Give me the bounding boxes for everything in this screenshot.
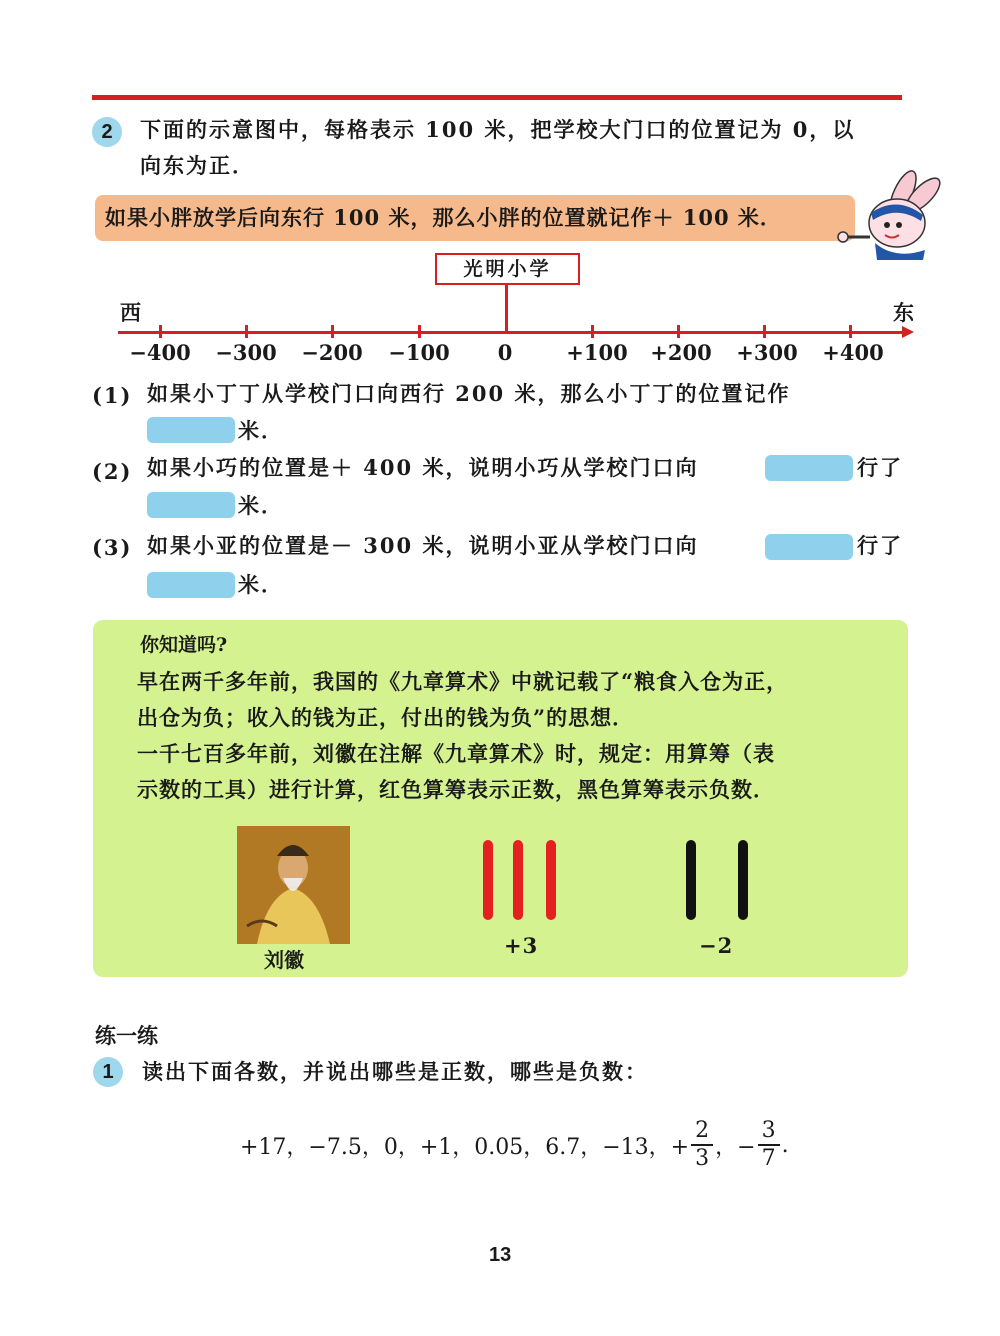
- tick-label: −100: [388, 340, 450, 365]
- subquestion-2-unit: 米．: [238, 493, 284, 518]
- fraction-three-sevenths: [758, 1118, 780, 1172]
- subquestion-3-label: (3): [92, 535, 133, 560]
- school-pointer: [505, 285, 508, 331]
- subquestion-2-suffix: 行了: [857, 455, 903, 480]
- school-label: 光明小学: [435, 253, 580, 285]
- tick-mark: [331, 325, 334, 338]
- answer-blank[interactable]: [765, 534, 853, 560]
- subquestion-1-unit: 米．: [238, 418, 284, 443]
- top-rule: [92, 95, 902, 100]
- subquestion-3-suffix: 行了: [857, 533, 903, 558]
- did-you-know-line: 早在两千多年前，我国的《九章算术》中就记载了“粮食入仓为正，: [137, 669, 789, 694]
- number-list-end: .: [781, 1132, 789, 1158]
- fraction-two-thirds: [691, 1118, 713, 1172]
- fraction-denominator: 7: [761, 1146, 776, 1171]
- did-you-know-title: 你知道吗?: [140, 634, 228, 656]
- liu-hui-portrait: [237, 826, 350, 944]
- speech-banner: 如果小胖放学后向东行 100 米，那么小胖的位置就记作＋ 100 米．: [95, 195, 855, 241]
- subquestion-3-text: 如果小亚的位置是－ 300 米，说明小亚从学校门口向: [147, 533, 699, 558]
- red-counting-rod: [546, 840, 556, 920]
- question-line-2: 向东为正．: [140, 153, 255, 178]
- subquestion-2-label: (2): [92, 459, 133, 484]
- practice-heading: 练一练: [95, 1023, 158, 1048]
- tick-mark: [591, 325, 594, 338]
- answer-blank[interactable]: [765, 455, 853, 481]
- fraction-numerator: 2: [695, 1118, 710, 1143]
- did-you-know-line: 一千七百多年前，刘徽在注解《九章算术》时，规定：用算筹（表: [137, 741, 775, 766]
- question-line-1: 下面的示意图中，每格表示 100 米，把学校大门口的位置记为 0，以: [140, 117, 856, 142]
- tick-mark: [159, 325, 162, 338]
- number-line: [118, 331, 908, 334]
- practice-question-badge: 1: [93, 1057, 123, 1087]
- rabbit-mascot-icon: [835, 165, 945, 260]
- subquestion-2-text: 如果小巧的位置是＋ 400 米，说明小巧从学校门口向: [147, 455, 699, 480]
- did-you-know-line: 示数的工具）进行计算，红色算筹表示正数，黑色算筹表示负数．: [137, 777, 775, 802]
- fraction-numerator: 3: [761, 1118, 776, 1143]
- tick-label: −300: [215, 340, 277, 365]
- tick-mark: [849, 325, 852, 338]
- did-you-know-line: 出仓为负；收入的钱为正，付出的钱为负”的思想．: [137, 705, 635, 730]
- tick-label: −200: [301, 340, 363, 365]
- number-list-text: +17，−7.5，0，+1，0.05，6.7，−13，+: [240, 1134, 690, 1160]
- tick-label: +200: [650, 340, 712, 365]
- number-list: [240, 1118, 789, 1172]
- subquestion-1-label: (1): [92, 383, 133, 408]
- tick-label: 0: [497, 340, 513, 365]
- fraction-denominator: 3: [695, 1146, 710, 1171]
- black-counting-rod: [738, 840, 748, 920]
- answer-blank[interactable]: [147, 492, 235, 518]
- subquestion-3-unit: 米．: [238, 572, 284, 597]
- tick-label: −400: [129, 340, 191, 365]
- tick-mark: [418, 325, 421, 338]
- red-counting-rod: [483, 840, 493, 920]
- black-counting-rod: [686, 840, 696, 920]
- subquestion-1-text: 如果小丁丁从学校门口向西行 200 米，那么小丁丁的位置记作: [147, 381, 791, 406]
- red-counting-rod: [513, 840, 523, 920]
- practice-question-text: 读出下面各数，并说出哪些是正数，哪些是负数：: [142, 1059, 648, 1084]
- black-rods-label: −2: [699, 933, 734, 958]
- answer-blank[interactable]: [147, 417, 235, 443]
- tick-label: +300: [736, 340, 798, 365]
- page-number: 13: [489, 1244, 512, 1266]
- red-rods-label: +3: [504, 933, 539, 958]
- tick-label: +400: [822, 340, 884, 365]
- arrow-icon: [902, 326, 914, 338]
- west-label: 西: [120, 300, 141, 325]
- tick-mark: [763, 325, 766, 338]
- question-number-badge: 2: [92, 117, 122, 147]
- east-label: 东: [893, 300, 914, 325]
- number-list-separator: ，−: [715, 1134, 756, 1160]
- tick-label: +100: [566, 340, 628, 365]
- portrait-caption: 刘徽: [264, 948, 304, 972]
- answer-blank[interactable]: [147, 572, 235, 598]
- tick-mark: [677, 325, 680, 338]
- tick-mark: [245, 325, 248, 338]
